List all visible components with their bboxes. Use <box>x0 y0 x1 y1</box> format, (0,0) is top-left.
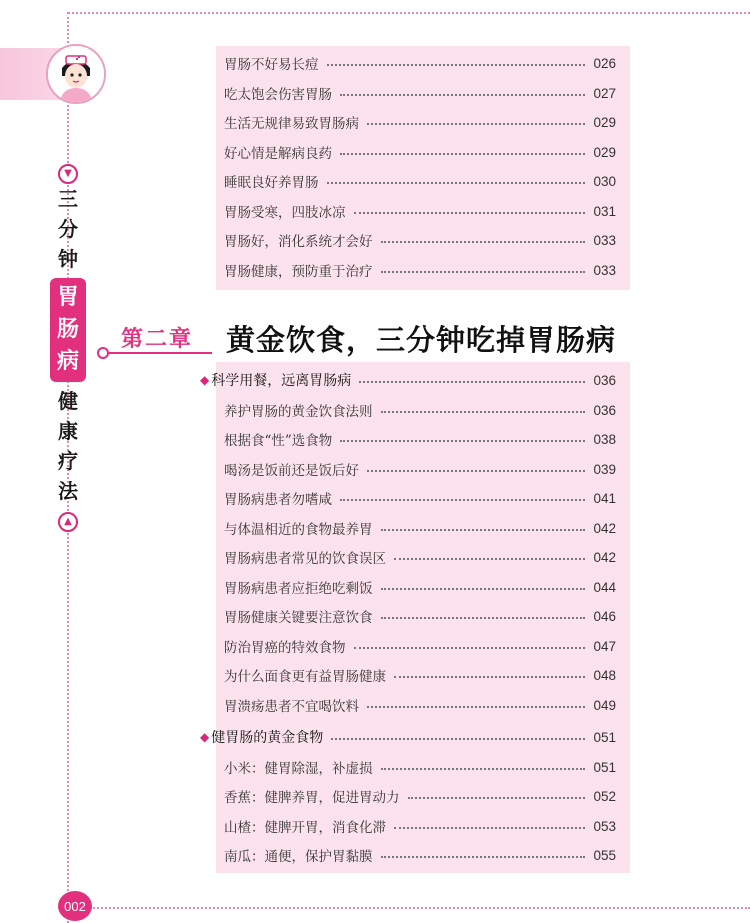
toc-entry-title: 香蕉：健脾养胃，促进胃动力 <box>224 790 400 806</box>
dot-leader <box>327 64 586 66</box>
spine-char: 健 <box>58 389 78 413</box>
toc-entry-title: 小米：健胃除湿，补虚损 <box>224 761 373 777</box>
dot-leader <box>381 411 586 413</box>
toc-entry-title: 胃肠病患者常见的饮食误区 <box>224 551 386 567</box>
toc-entry-page: 030 <box>593 173 616 189</box>
toc-entry[interactable] <box>224 605 616 627</box>
dot-leader <box>359 381 585 383</box>
toc-entry[interactable] <box>224 399 616 421</box>
dot-leader <box>354 212 586 214</box>
section-title: 健胃肠的黄金食物 <box>211 730 324 746</box>
diamond-icon: ◆ <box>200 373 210 387</box>
toc-entry-page: 038 <box>593 431 616 447</box>
toc-entry-page: 046 <box>593 608 616 624</box>
chevron-up-icon: ▲ <box>58 512 78 532</box>
toc-entry-title: 根据食“性”选食物 <box>224 433 333 449</box>
section-page: 051 <box>593 729 616 745</box>
toc-entry-page: 029 <box>593 144 616 160</box>
spine-highlight-char: 病 <box>56 349 79 374</box>
toc-entry[interactable] <box>224 815 616 837</box>
toc-entry-page: 031 <box>593 203 616 219</box>
toc-entry-page: 044 <box>593 579 616 595</box>
toc-entry-page: 036 <box>593 402 616 418</box>
chapter-bullet-icon <box>97 347 109 359</box>
top-dotted-border <box>68 12 750 14</box>
toc-entry[interactable] <box>224 844 616 866</box>
toc-entry-title: 胃肠不好易长痘 <box>224 57 319 73</box>
toc-entry[interactable] <box>224 170 616 192</box>
dot-leader <box>340 499 585 501</box>
nurse-avatar-icon <box>46 44 106 104</box>
toc-entry-page: 039 <box>593 461 616 477</box>
bottom-dotted-border <box>90 907 750 909</box>
section-page: 036 <box>593 372 616 388</box>
toc-entry-title: 胃肠好，消化系统才会好 <box>224 234 373 250</box>
toc-entry-page: 048 <box>593 667 616 683</box>
toc-entry-page: 042 <box>593 520 616 536</box>
toc-entry[interactable] <box>224 428 616 450</box>
toc-entry-page: 042 <box>593 549 616 565</box>
dot-leader <box>381 241 586 243</box>
section-heading[interactable] <box>200 725 616 749</box>
spine-highlight-char: 胃 <box>56 285 79 310</box>
dot-leader <box>367 470 585 472</box>
dot-leader <box>381 271 586 273</box>
toc-entry[interactable] <box>224 458 616 480</box>
toc-entry-title: 胃肠病患者应拒绝吃剩饭 <box>224 581 373 597</box>
chapter-rule <box>104 352 212 354</box>
toc-entry-page: 047 <box>593 638 616 654</box>
spine-highlight-box <box>50 278 86 382</box>
toc-entry-page: 052 <box>593 788 616 804</box>
chevron-down-icon: ▼ <box>58 164 78 184</box>
dot-leader <box>340 94 585 96</box>
toc-entry-title: 与体温相近的食物最养胃 <box>224 522 373 538</box>
toc-entry-title: 胃溃疡患者不宜喝饮料 <box>224 699 359 715</box>
toc-entry-title: 防治胃癌的特效食物 <box>224 640 346 656</box>
toc-entry[interactable] <box>224 546 616 568</box>
toc-entry-page: 027 <box>593 85 616 101</box>
chapter-title[interactable]: 黄金饮食，三分钟吃掉胃肠病 <box>226 323 617 357</box>
dot-leader <box>408 797 586 799</box>
toc-entry-page: 029 <box>593 114 616 130</box>
toc-entry[interactable] <box>224 52 616 74</box>
toc-entry[interactable] <box>224 487 616 509</box>
toc-entry[interactable] <box>224 259 616 281</box>
toc-entry[interactable] <box>224 141 616 163</box>
toc-entry-page: 026 <box>593 55 616 71</box>
toc-entry-title: 胃肠健康，预防重于治疗 <box>224 264 373 280</box>
spine-char: 三 <box>58 187 78 211</box>
spine-char: 钟 <box>58 247 78 271</box>
dot-leader <box>394 558 585 560</box>
toc-entry-title: 睡眠良好养胃肠 <box>224 175 319 191</box>
page-number-badge: 002 <box>58 891 92 921</box>
spine-highlight-char: 肠 <box>56 317 79 342</box>
dot-leader <box>381 617 586 619</box>
toc-entry[interactable] <box>224 111 616 133</box>
toc-entry-page: 041 <box>593 490 616 506</box>
toc-entry-page: 049 <box>593 697 616 713</box>
toc-entry[interactable] <box>224 694 616 716</box>
dot-leader <box>327 182 586 184</box>
toc-entry-title: 胃肠健康关键要注意饮食 <box>224 610 373 626</box>
toc-entry-page: 033 <box>593 262 616 278</box>
dot-leader <box>340 440 585 442</box>
spine-char: 疗 <box>58 449 78 473</box>
diamond-icon: ◆ <box>200 730 210 744</box>
toc-entry[interactable] <box>224 635 616 657</box>
spine-char: 法 <box>58 479 78 503</box>
toc-entry-page: 051 <box>593 759 616 775</box>
toc-entry-title: 胃肠病患者勿嗜咸 <box>224 492 332 508</box>
dot-leader <box>331 738 585 740</box>
dot-leader <box>394 676 585 678</box>
toc-entry[interactable] <box>224 664 616 686</box>
toc-entry-title: 胃肠受寒，四肢冰凉 <box>224 205 346 221</box>
dot-leader <box>381 529 586 531</box>
toc-entry-page: 055 <box>593 847 616 863</box>
dot-leader <box>354 647 586 649</box>
toc-entry-title: 山楂：健脾开胃，消食化滞 <box>224 820 386 836</box>
toc-entry-title: 为什么面食更有益胃肠健康 <box>224 669 386 685</box>
dot-leader <box>381 768 586 770</box>
toc-entry-page: 053 <box>593 818 616 834</box>
dot-leader <box>340 153 585 155</box>
dot-leader <box>394 827 585 829</box>
toc-entry-title: 好心情是解病良药 <box>224 146 332 162</box>
toc-entry-title: 南瓜：通便，保护胃黏膜 <box>224 849 373 865</box>
chapter-label: 第二章 <box>121 326 194 352</box>
toc-entry[interactable] <box>224 756 616 778</box>
book-title-spine <box>46 164 90 532</box>
toc-entry-title: 生活无规律易致胃肠病 <box>224 116 359 132</box>
spine-char: 康 <box>58 419 78 443</box>
dot-leader <box>381 856 586 858</box>
dot-leader <box>367 706 585 708</box>
toc-entry[interactable] <box>224 576 616 598</box>
spine-char: 分 <box>58 217 78 241</box>
toc-entry[interactable] <box>224 785 616 807</box>
dot-leader <box>381 588 586 590</box>
toc-entry[interactable] <box>224 200 616 222</box>
toc-entry[interactable] <box>224 517 616 539</box>
dot-leader <box>367 123 585 125</box>
toc-entry-title: 吃太饱会伤害胃肠 <box>224 87 332 103</box>
toc-entry[interactable] <box>224 229 616 251</box>
toc-entry-page: 033 <box>593 232 616 248</box>
toc-entry[interactable] <box>224 82 616 104</box>
section-heading[interactable] <box>200 368 616 392</box>
toc-entry-title: 养护胃肠的黄金饮食法则 <box>224 404 373 420</box>
section-title: 科学用餐，远离胃肠病 <box>211 373 352 389</box>
toc-entry-title: 喝汤是饭前还是饭后好 <box>224 463 359 479</box>
